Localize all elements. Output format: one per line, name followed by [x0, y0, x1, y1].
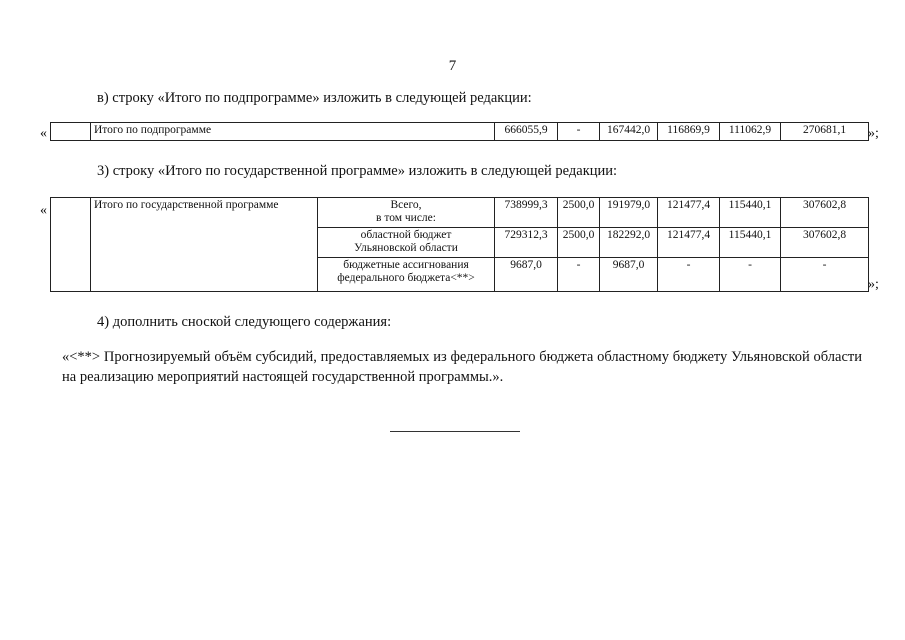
closing-rule	[390, 431, 520, 432]
page-number: 7	[448, 58, 457, 74]
value-cell: 666055,9	[495, 123, 558, 141]
source-line: Ульяновской области	[354, 242, 458, 254]
value-cell: -	[558, 123, 600, 141]
value-cell: 270681,1	[781, 123, 869, 141]
source-cell	[318, 198, 495, 228]
footnote-text: «<**> Прогнозируемый объём субсидий, предоставляемых из федерального бюджета областному бюджету Ульяновской области на реализацию мероприятий настоящей государственной программы.».	[62, 349, 862, 385]
value-cell: -	[720, 258, 781, 292]
section-v-close-quote: »;	[868, 126, 879, 141]
empty-cell	[51, 123, 91, 141]
section-v-heading: в) строку «Итого по подпрограмме» изложить в следующей редакции:	[97, 90, 532, 106]
section-3-close-quote: »;	[868, 277, 879, 292]
source-cell	[318, 228, 495, 258]
value-cell: 115440,1	[720, 198, 781, 228]
row-label: Итого по государственной программе	[91, 198, 318, 292]
value-cell: -	[781, 258, 869, 292]
source-line: в том числе:	[376, 212, 436, 224]
value-cell: 307602,8	[781, 228, 869, 258]
value-cell: 121477,4	[658, 228, 720, 258]
value-cell: 182292,0	[600, 228, 658, 258]
value-cell: 2500,0	[558, 228, 600, 258]
table-row	[51, 198, 869, 228]
source-cell	[318, 258, 495, 292]
value-cell: -	[558, 258, 600, 292]
section-3-heading: 3) строку «Итого по государственной программе» изложить в следующей редакции:	[97, 163, 618, 179]
value-cell: 9687,0	[495, 258, 558, 292]
value-cell: 2500,0	[558, 198, 600, 228]
program-total-table	[50, 197, 869, 292]
value-cell: 111062,9	[720, 123, 781, 141]
value-cell: 191979,0	[600, 198, 658, 228]
section-3-open-quote: «	[40, 203, 47, 218]
value-cell: 115440,1	[720, 228, 781, 258]
value-cell: -	[658, 258, 720, 292]
value-cell: 9687,0	[600, 258, 658, 292]
value-cell: 167442,0	[600, 123, 658, 141]
source-line: федерального бюджета<**>	[337, 272, 475, 284]
value-cell: 307602,8	[781, 198, 869, 228]
subprogram-total-table	[50, 122, 869, 141]
value-cell: 729312,3	[495, 228, 558, 258]
table-row	[51, 123, 869, 141]
row-label: Итого по подпрограмме	[91, 123, 495, 141]
source-line: областной бюджет	[360, 229, 452, 241]
section-4-heading: 4) дополнить сноской следующего содержания:	[97, 314, 392, 330]
value-cell: 116869,9	[658, 123, 720, 141]
empty-cell	[51, 198, 91, 292]
value-cell: 121477,4	[658, 198, 720, 228]
source-line: бюджетные ассигнования	[343, 259, 469, 271]
section-v-open-quote: «	[40, 126, 47, 141]
value-cell: 738999,3	[495, 198, 558, 228]
source-line: Всего,	[390, 199, 422, 211]
